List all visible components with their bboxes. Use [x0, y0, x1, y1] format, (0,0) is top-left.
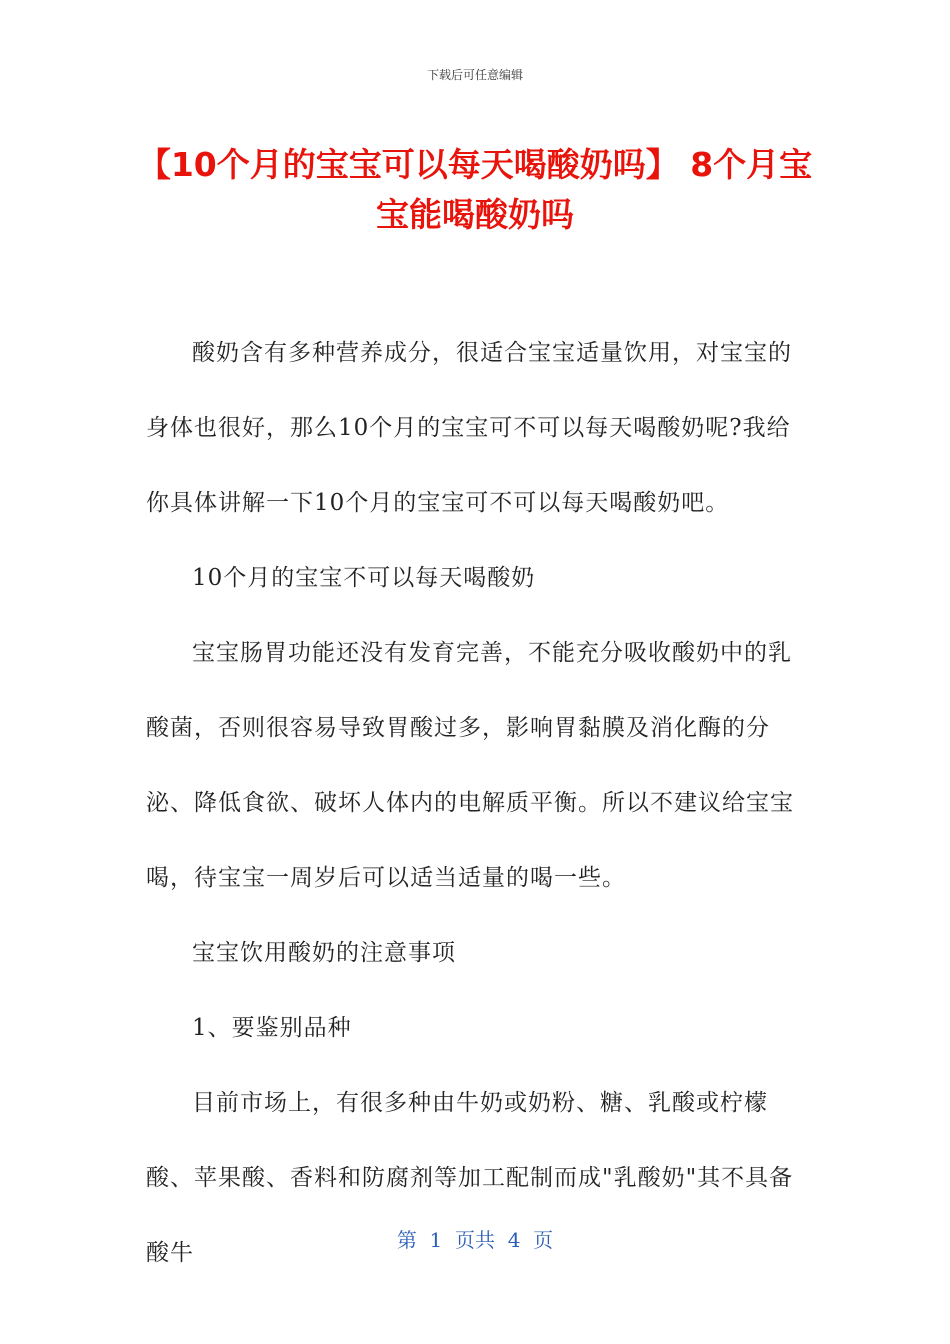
paragraph-heading-no-daily: 10个月的宝宝不可以每天喝酸奶: [192, 565, 536, 591]
paragraph-item-1: 1、要鉴别品种: [192, 1015, 352, 1041]
document-title: 【10个月的宝宝可以每天喝酸奶吗】 8个月宝宝能喝酸奶吗: [137, 145, 813, 234]
paragraph-intro: 酸奶含有多种营养成分，很适合宝宝适量饮用，对宝宝的身体也很好，那么10个月的宝宝可不可以每天喝酸奶呢?我给你具体讲解一下10个月的宝宝可不可以每天喝酸奶吧。: [146, 340, 792, 516]
header-note: 下载后可任意编辑: [426, 68, 523, 82]
page-footer: 第 1 页共 4 页: [396, 1228, 554, 1252]
paragraph-reason: 宝宝肠胃功能还没有发育完善，不能充分吸收酸奶中的乳酸菌，否则很容易导致胃酸过多，影响胃黏膜及消化酶的分泌、降低食欲、破坏人体内的电解质平衡。所以不建议给宝宝喝，待宝宝一周岁后可以适当适量的喝一些。: [146, 640, 794, 891]
paragraph-heading-precautions: 宝宝饮用酸奶的注意事项: [192, 940, 456, 966]
paragraph-market-note: 目前市场上，有很多种由牛奶或奶粉、糖、乳酸或柠檬酸、苹果酸、香料和防腐剂等加工配制而成"乳酸奶"其不具备酸牛: [146, 1090, 794, 1266]
document-body: [146, 316, 810, 1291]
